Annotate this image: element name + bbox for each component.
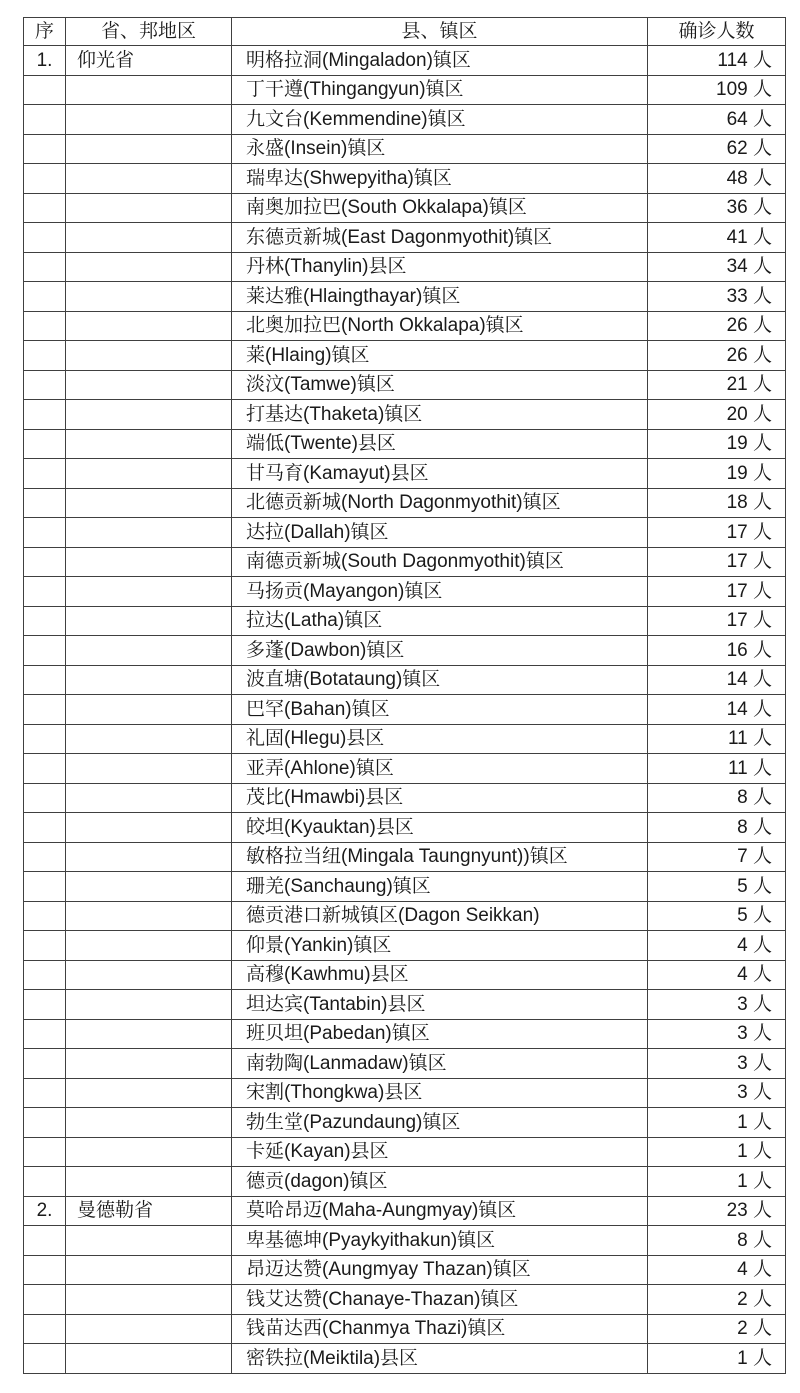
cell-count: 48 人	[648, 164, 786, 194]
table-row	[24, 223, 786, 253]
cell-seq	[24, 1019, 66, 1049]
cell-province: 曼德勒省	[66, 1196, 232, 1226]
cell-township: 拉达(Latha)镇区	[232, 606, 648, 636]
table-row	[24, 724, 786, 754]
table-row	[24, 931, 786, 961]
table-row	[24, 1078, 786, 1108]
cell-seq	[24, 400, 66, 430]
cell-township: 莱达雅(Hlaingthayar)镇区	[232, 282, 648, 312]
cell-count: 17 人	[648, 577, 786, 607]
header-seq: 序	[24, 18, 66, 46]
cell-township: 卡延(Kayan)县区	[232, 1137, 648, 1167]
header-province: 省、邦地区	[66, 18, 232, 46]
cell-province	[66, 193, 232, 223]
cell-province	[66, 1019, 232, 1049]
cell-township: 德贡(dagon)镇区	[232, 1167, 648, 1197]
table-row	[24, 164, 786, 194]
cell-count: 8 人	[648, 783, 786, 813]
cell-seq	[24, 370, 66, 400]
cell-count: 20 人	[648, 400, 786, 430]
table-row	[24, 1285, 786, 1315]
cell-count: 62 人	[648, 134, 786, 164]
cell-township: 莫哈昂迈(Maha-Aungmyay)镇区	[232, 1196, 648, 1226]
cell-count: 26 人	[648, 311, 786, 341]
table-row	[24, 459, 786, 489]
cell-seq	[24, 1255, 66, 1285]
cell-province	[66, 105, 232, 135]
cell-seq	[24, 488, 66, 518]
cell-province	[66, 547, 232, 577]
cell-province	[66, 1167, 232, 1197]
cell-seq	[24, 813, 66, 843]
cell-province	[66, 1285, 232, 1315]
cell-township: 南勃陶(Lanmadaw)镇区	[232, 1049, 648, 1079]
cell-township: 波直塘(Botataung)镇区	[232, 665, 648, 695]
cell-seq	[24, 577, 66, 607]
cell-count: 4 人	[648, 1255, 786, 1285]
cell-seq	[24, 134, 66, 164]
cell-province	[66, 606, 232, 636]
table-row	[24, 1137, 786, 1167]
cell-province	[66, 1344, 232, 1374]
cell-count: 14 人	[648, 695, 786, 725]
table-row	[24, 754, 786, 784]
table-row	[24, 872, 786, 902]
table-row	[24, 636, 786, 666]
table-row	[24, 577, 786, 607]
cell-count: 11 人	[648, 754, 786, 784]
cell-seq	[24, 783, 66, 813]
cell-province	[66, 429, 232, 459]
table-row	[24, 1344, 786, 1374]
cell-count: 1 人	[648, 1137, 786, 1167]
table-row	[24, 842, 786, 872]
cell-province	[66, 960, 232, 990]
cell-township: 北奥加拉巴(North Okkalapa)镇区	[232, 311, 648, 341]
cell-seq	[24, 341, 66, 371]
cell-province	[66, 223, 232, 253]
cell-count: 3 人	[648, 990, 786, 1020]
header-township: 县、镇区	[232, 18, 648, 46]
cell-seq	[24, 459, 66, 489]
cell-province	[66, 1314, 232, 1344]
cell-township: 班贝坦(Pabedan)镇区	[232, 1019, 648, 1049]
cell-township: 丹林(Thanylin)县区	[232, 252, 648, 282]
cell-province	[66, 1137, 232, 1167]
cell-seq	[24, 872, 66, 902]
table-row	[24, 1167, 786, 1197]
table-row	[24, 400, 786, 430]
cell-seq	[24, 105, 66, 135]
cell-province	[66, 75, 232, 105]
cell-count: 19 人	[648, 429, 786, 459]
table-row	[24, 665, 786, 695]
cell-seq	[24, 842, 66, 872]
cell-count: 3 人	[648, 1049, 786, 1079]
cell-seq	[24, 1344, 66, 1374]
cell-seq	[24, 960, 66, 990]
table-row	[24, 1108, 786, 1138]
cell-seq	[24, 1167, 66, 1197]
cell-seq	[24, 665, 66, 695]
cell-count: 5 人	[648, 901, 786, 931]
cell-province	[66, 252, 232, 282]
table-row	[24, 1314, 786, 1344]
cell-province: 仰光省	[66, 46, 232, 76]
cell-township: 南奥加拉巴(South Okkalapa)镇区	[232, 193, 648, 223]
cell-township: 打基达(Thaketa)镇区	[232, 400, 648, 430]
cell-township: 皎坦(Kyauktan)县区	[232, 813, 648, 843]
cell-count: 4 人	[648, 960, 786, 990]
cell-count: 2 人	[648, 1314, 786, 1344]
table-row	[24, 193, 786, 223]
cell-seq	[24, 252, 66, 282]
cell-count: 26 人	[648, 341, 786, 371]
cell-seq	[24, 901, 66, 931]
cell-count: 4 人	[648, 931, 786, 961]
cell-province	[66, 577, 232, 607]
table-row	[24, 695, 786, 725]
cell-province	[66, 400, 232, 430]
cell-township: 瑞卑达(Shwepyitha)镇区	[232, 164, 648, 194]
cell-township: 卑基德坤(Pyaykyithakun)镇区	[232, 1226, 648, 1256]
cell-township: 昂迈达赞(Aungmyay Thazan)镇区	[232, 1255, 648, 1285]
cell-township: 礼固(Hlegu)县区	[232, 724, 648, 754]
cell-seq	[24, 282, 66, 312]
cell-seq	[24, 1314, 66, 1344]
cell-count: 34 人	[648, 252, 786, 282]
cell-province	[66, 901, 232, 931]
table-row	[24, 1196, 786, 1226]
cell-township: 永盛(Insein)镇区	[232, 134, 648, 164]
cell-seq	[24, 636, 66, 666]
cell-province	[66, 311, 232, 341]
table-header-row	[24, 18, 786, 46]
cell-township: 东德贡新城(East Dagonmyothit)镇区	[232, 223, 648, 253]
cell-province	[66, 164, 232, 194]
cell-township: 宋割(Thongkwa)县区	[232, 1078, 648, 1108]
cell-province	[66, 990, 232, 1020]
table-row	[24, 341, 786, 371]
confirmed-cases-table	[23, 17, 786, 1374]
cell-count: 17 人	[648, 518, 786, 548]
cell-seq	[24, 606, 66, 636]
cell-seq	[24, 1078, 66, 1108]
cell-seq	[24, 695, 66, 725]
cell-count: 114 人	[648, 46, 786, 76]
cell-township: 明格拉洞(Mingaladon)镇区	[232, 46, 648, 76]
cell-count: 19 人	[648, 459, 786, 489]
cell-township: 德贡港口新城镇区(Dagon Seikkan)	[232, 901, 648, 931]
cell-seq	[24, 724, 66, 754]
cell-township: 南德贡新城(South Dagonmyothit)镇区	[232, 547, 648, 577]
cell-count: 5 人	[648, 872, 786, 902]
cell-seq: 1.	[24, 46, 66, 76]
cell-province	[66, 665, 232, 695]
cell-province	[66, 488, 232, 518]
cell-count: 23 人	[648, 1196, 786, 1226]
cell-count: 14 人	[648, 665, 786, 695]
table-row	[24, 901, 786, 931]
cell-count: 109 人	[648, 75, 786, 105]
cell-seq	[24, 311, 66, 341]
cell-township: 淡汶(Tamwe)镇区	[232, 370, 648, 400]
cell-count: 8 人	[648, 813, 786, 843]
cell-count: 21 人	[648, 370, 786, 400]
table-body	[24, 46, 786, 1374]
table-row	[24, 134, 786, 164]
cell-seq	[24, 990, 66, 1020]
cell-count: 36 人	[648, 193, 786, 223]
cell-count: 16 人	[648, 636, 786, 666]
cell-province	[66, 783, 232, 813]
cell-province	[66, 754, 232, 784]
cell-township: 勃生堂(Pazundaung)镇区	[232, 1108, 648, 1138]
cell-township: 端低(Twente)县区	[232, 429, 648, 459]
cell-province	[66, 518, 232, 548]
cell-seq	[24, 223, 66, 253]
cell-province	[66, 282, 232, 312]
table-row	[24, 282, 786, 312]
cell-township: 密铁拉(Meiktila)县区	[232, 1344, 648, 1374]
table-row	[24, 1019, 786, 1049]
cell-township: 甘马育(Kamayut)县区	[232, 459, 648, 489]
cell-township: 马扬贡(Mayangon)镇区	[232, 577, 648, 607]
cell-province	[66, 1226, 232, 1256]
cell-count: 8 人	[648, 1226, 786, 1256]
cell-province	[66, 695, 232, 725]
cell-seq	[24, 1108, 66, 1138]
cell-seq	[24, 75, 66, 105]
cell-count: 1 人	[648, 1167, 786, 1197]
table-row	[24, 813, 786, 843]
cell-township: 珊羌(Sanchaung)镇区	[232, 872, 648, 902]
cell-township: 莱(Hlaing)镇区	[232, 341, 648, 371]
cell-seq	[24, 547, 66, 577]
cell-township: 亚弄(Ahlone)镇区	[232, 754, 648, 784]
cell-count: 1 人	[648, 1108, 786, 1138]
table-row	[24, 46, 786, 76]
table-row	[24, 75, 786, 105]
header-count: 确诊人数	[648, 18, 786, 46]
cell-province	[66, 636, 232, 666]
cell-seq	[24, 1226, 66, 1256]
cell-seq	[24, 1049, 66, 1079]
table-row	[24, 429, 786, 459]
table-row	[24, 1226, 786, 1256]
cell-province	[66, 1108, 232, 1138]
table-row	[24, 311, 786, 341]
cell-count: 7 人	[648, 842, 786, 872]
cell-province	[66, 459, 232, 489]
cell-township: 巴罕(Bahan)镇区	[232, 695, 648, 725]
cell-count: 41 人	[648, 223, 786, 253]
cell-count: 17 人	[648, 606, 786, 636]
cell-province	[66, 1255, 232, 1285]
cell-township: 钱艾达赞(Chanaye-Thazan)镇区	[232, 1285, 648, 1315]
cell-count: 1 人	[648, 1344, 786, 1374]
cell-seq	[24, 931, 66, 961]
cell-count: 2 人	[648, 1285, 786, 1315]
cell-count: 64 人	[648, 105, 786, 135]
cell-province	[66, 931, 232, 961]
cell-township: 多蓬(Dawbon)镇区	[232, 636, 648, 666]
cell-province	[66, 724, 232, 754]
table-row	[24, 1255, 786, 1285]
table-row	[24, 105, 786, 135]
cell-township: 仰景(Yankin)镇区	[232, 931, 648, 961]
table-row	[24, 488, 786, 518]
cell-seq: 2.	[24, 1196, 66, 1226]
cell-province	[66, 370, 232, 400]
table-row	[24, 990, 786, 1020]
cell-township: 丁干遵(Thingangyun)镇区	[232, 75, 648, 105]
cell-seq	[24, 754, 66, 784]
cell-seq	[24, 1285, 66, 1315]
cell-count: 17 人	[648, 547, 786, 577]
cell-count: 3 人	[648, 1078, 786, 1108]
cell-count: 18 人	[648, 488, 786, 518]
table-row	[24, 1049, 786, 1079]
cell-township: 九文台(Kemmendine)镇区	[232, 105, 648, 135]
table-row	[24, 960, 786, 990]
table-row	[24, 783, 786, 813]
cell-province	[66, 872, 232, 902]
cell-seq	[24, 429, 66, 459]
cell-count: 11 人	[648, 724, 786, 754]
cell-seq	[24, 518, 66, 548]
table-row	[24, 606, 786, 636]
cell-province	[66, 134, 232, 164]
cell-province	[66, 1049, 232, 1079]
cell-seq	[24, 1137, 66, 1167]
cell-province	[66, 1078, 232, 1108]
table-row	[24, 547, 786, 577]
table-row	[24, 370, 786, 400]
cell-count: 3 人	[648, 1019, 786, 1049]
cell-seq	[24, 193, 66, 223]
cell-province	[66, 341, 232, 371]
cell-seq	[24, 164, 66, 194]
cell-township: 敏格拉当纽(Mingala Taungnyunt))镇区	[232, 842, 648, 872]
cell-township: 高穆(Kawhmu)县区	[232, 960, 648, 990]
table-row	[24, 252, 786, 282]
cell-township: 北德贡新城(North Dagonmyothit)镇区	[232, 488, 648, 518]
cell-township: 钱苗达西(Chanmya Thazi)镇区	[232, 1314, 648, 1344]
cell-province	[66, 842, 232, 872]
cell-township: 达拉(Dallah)镇区	[232, 518, 648, 548]
cell-township: 茂比(Hmawbi)县区	[232, 783, 648, 813]
table-row	[24, 518, 786, 548]
cell-township: 坦达宾(Tantabin)县区	[232, 990, 648, 1020]
cell-province	[66, 813, 232, 843]
cell-count: 33 人	[648, 282, 786, 312]
